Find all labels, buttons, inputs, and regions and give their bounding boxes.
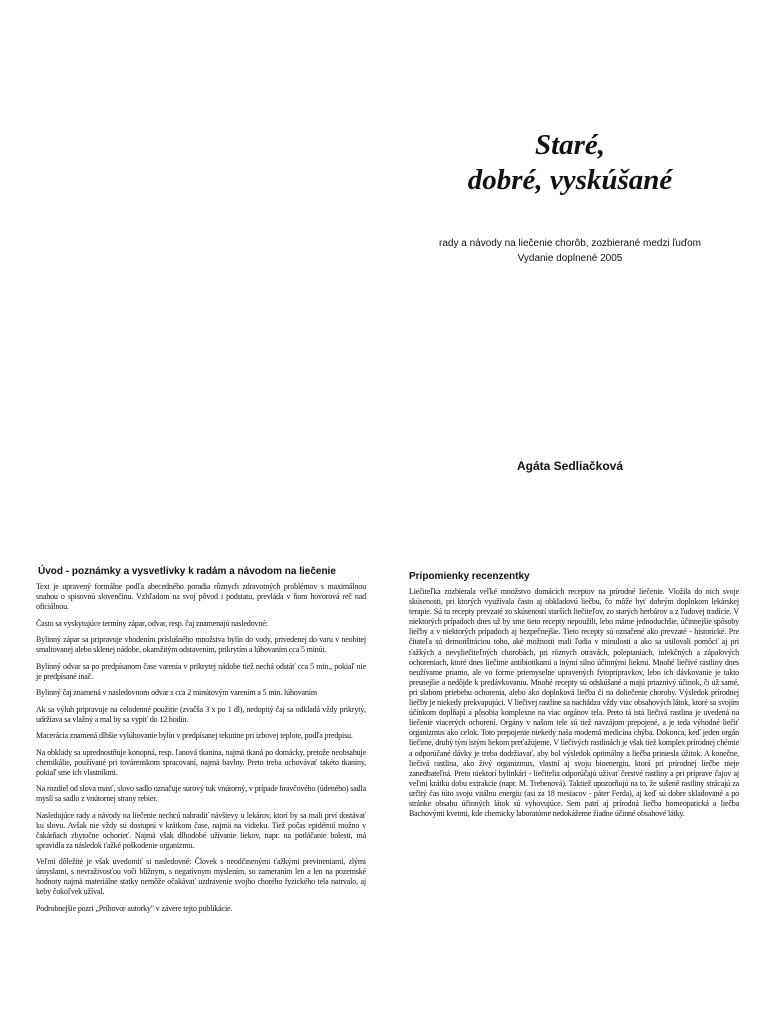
review-paragraph: Liečiteľka zozbierala veľké množstvo domácich receptov na prírodné liečenie. Vložila do nich svoje skúsenosti, pri ktorých využívala často aj obkladovú liečbu, čo môže byť dobrým doplnkom lekárskej terapie. Sú tu recepty prevzaté zo skúseností starších liečiteľov, zo starých herbárov a z ľudovej tradície. V niektorých prípadoch dnes už by sme tieto recepty nepoužili, lebo máme jednoduchšie, účinnejšie spôsoby liečby a v niektorých prípadoch aj bezpečnejšie. Tieto recepty sú označené ako prevzaté - historické. Pre čitateľa sú demonštráciou toho, aké možnosti mali ľudia v minulosti a ako sa usilovali pomôcť aj pri ťažkých a nevyliečiteľných chorobách, pri rôznych otravách, poleptaniach, infekčných a zápalových ochoreniach, ktoré dnes liečime antibiotikami a inými silno účinnými liekmi. Mnohé liečivé rastliny dnes neužívame priamo, ale vo forme priemyselne upravených fytopripravkov, lebo ich dávkovanie je takto presnejšie a nedôjde k predávkovaniu. Mnohé recepty sú odskúšané a majú priaznivý účinok, či už samé, pri slabom priebehu ochorenia, alebo ako doplnková liečba či na doliečenie choroby. Výsledok prírodnej liečby je niekedy prekvapujúci. V liečivej rastline sa nachádza vždy viac obsahových látok, ktoré sa svojím účinkom dopĺňajú a pôsobia komplexne na viac orgánov tela. Preto tá istá liečivá rastlina je uvedená na liečenie viacerých ochorení. Orgány v našom tele sú tiež navzájom prepojené, a je teda výhodné liečiť organizmus ako celok. Toto prepojenie niekedy naša moderná medicína chýba. Dokonca, keď jeden orgán liečime, druhý tým istým liekom preťažujeme. V liečivých rastlinách je však tiež komplex prírodnej chémie a odporúčané dávky je treba dodržiavať, aby bol výsledok optimálny a liečba priniesla úžitok. A konečne, liečivá rastlina, ako živý organizmus, vlastní aj svoju bioenergiu, ktorá pri prírodnej liečbe nieje zanedbateľná. Preto niektorí bylinkári - liečitelia odporúčajú užívať čerstvé rastliny a pri príprave čajov aj veľmi krátku dobu extrakcie (napr. M. Trebenová). Taktiež upozorňujú na to, že sušené rastliny strácajú za určitý čas túto svoju vitálnu energiu (asi za 18 mesiacov - páter Ferda), aj keď sú dobre skladované a po stránke obsahu účinných látok sú vyhovujúce. Sem patrí aj prírodná liečba homeopatická a liečba Bachovými kvetmi, kde chemicky laboratórne nedokážeme žiadne účinné obsahové látky. [409, 587, 739, 819]
intro-paragraph: Nasledujúce rady a návody na liečenie nechcú nahradiť návštevy u lekárov, ktorí by sa mali prví dostávať ku slovu. Avšak nie vždy sú dostupní v krátkom čase, najmä na vidieku. Tiež počas epidémií možno v čakárňach zbytočne ochorieť. Najmä však dlhodobé užívanie liekov, napr. na potláčanie bolesti, má spravidla za následok ťažké poškodenie organizmu. [36, 810, 366, 850]
subtitle-line-2: Vydanie doplnené 2005 [517, 253, 623, 264]
subtitle-line-1: rady a návody na liečenie chorôb, zozbierané medzi ľuďom [439, 238, 701, 249]
intro-paragraph: Na rozdiel od slova masť, slovo sadlo označuje surový tuk vnútorný, v prípade bravčového (údeného) sadla myslí sa sadlo z vnútornej strany rebier. [36, 784, 366, 803]
intro-paragraph: Na obklady sa uprednostňuje konopná, resp. ľanová tkanina, najmä tkaná po domácky, pretože neobsahuje chemikálie, používané pri továrenskom spracovaní, najmä bavlny. Preto treba uchovávať takéto tkaniny, pokiaľ sme ich vlastníkmi. [36, 747, 366, 777]
intro-paragraph: Často sa vyskytujúce termíny zápar, odvar, resp. čaj znamenajú nasledovné: [36, 618, 268, 628]
intro-paragraph: Veľmi dôležité je však uvedomiť si nasledovné: Človek s neodčinenými ťažkými previneniami, zlými úmyslami, s nevraživosťou voči blížnym, s negatívnym myslením, so zameraním len a len na pozemské hodnoty najmä materiálne statky nemôže očakávať uzdravenie svojho chorého fyzického tela natrvalo, aj keby čokoľvek užíval. [36, 857, 366, 896]
intro-paragraph: Macerácia znamená dlhšie vylúhovanie bylín v predpísanej tekutine pri izbovej teplote, podľa predpisu. [36, 731, 353, 740]
intro-paragraph: Bylinný čaj znamená v nasledovnom odvar s cca 2 minútovým varením a 5 min. lúhovaním [36, 688, 317, 697]
intro-heading: Úvod - poznámky a vysvetlivky k radám a návodom na liečenie [38, 566, 336, 577]
intro-paragraph: Bylinný zápar sa pripravuje vhodením príslušného množstva bylín do vody, privedenej do varu v neobitej smaltovanej alebo sklenej nádobe, okamžitým odstavením, prikrytím a lúhovaním cca 5 minút. [36, 635, 366, 654]
author-name: Agáta Sedliačková [516, 459, 624, 473]
intro-paragraph: Ak sa výluh pripravuje na celodenné použitie (zvačša 3 x po 1 dl), nedopitý čaj sa odkladá vždy prikrytý, udržiava sa vlažný a mal by sa vypiť do 12 hodín. [36, 704, 366, 724]
review-heading: Pripomienky recenzentky [409, 571, 530, 582]
subtitle [400, 236, 740, 266]
intro-paragraph: Podrobnejšie pozri „Príhovor autorky" v závere tejto publikácie. [36, 903, 233, 913]
document-title-line-2: dobré, vyskúšané [467, 164, 673, 196]
intro-paragraph: Bylinný odvar sa po predpísanom čase varenia v prikrytej nádobe tiež nechá odstáť cca 5 min., pokiaľ nie je predpísané inač. [36, 661, 366, 681]
intro-section [36, 566, 366, 920]
title-block [400, 128, 740, 266]
review-section [409, 571, 739, 819]
document-title-line-1: Staré, [534, 129, 606, 161]
intro-paragraph: Text je upravený formálne podľa abecedného poradia rôznych zdravotných problémov s maximálnou snahou o spisovnú slovenčinu. Vzhľadom na svoj pôvod i podstatu, prevláda v ňom hovorová reč nad oficiálnou. [36, 582, 366, 611]
